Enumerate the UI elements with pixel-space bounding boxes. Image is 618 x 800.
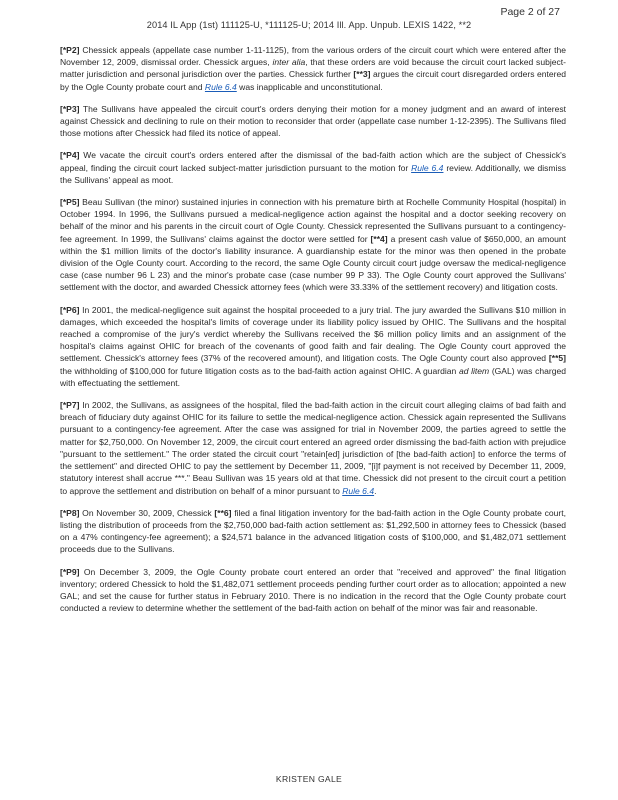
paragraph-p2: [60, 44, 566, 93]
paragraph-p4: [60, 149, 566, 186]
paragraph-text: argues the circuit court disregarded orders entered by the Ogle County probate court and: [60, 69, 566, 92]
paragraph-marker: [*P6]: [60, 304, 80, 315]
paragraph-p7: [60, 399, 566, 497]
footer-name: KRISTEN GALE: [275, 774, 343, 784]
page-marker: [**4]: [370, 233, 388, 244]
paragraph-text: , that these orders are void because the circuit court lacked subject-matter jurisdiction and personal jurisdiction over the parties. Chessick further: [60, 57, 566, 80]
rule-link[interactable]: Rule 6.4: [342, 485, 375, 496]
paragraph-text: We vacate the circuit court's orders entered after the dismissal of the bad-faith action which are the subject of Chessick's appeal, finding the circuit court lacked subject-matter jurisdiction pursuant to the motion for: [60, 150, 566, 173]
paragraph-text: On December 3, 2009, the Ogle County probate court entered an order that "received and approved" the final litigation inventory; ordered Chessick to hold the $1,482,071 settlement proceeds pending further court order as to allocation; appointed a new GAL; and set the cause for further status in February 2010. There is no indication in the record that the Ogle County probate court conducted a review to determine whether the settlement of the bad-faith action on behalf of the minor was fair and reasonable.: [60, 566, 566, 614]
paragraph-text: (GAL) was charged with effectuating the settlement.: [60, 365, 566, 388]
italic-term: inter alia: [272, 57, 306, 68]
rule-link[interactable]: Rule 6.4: [204, 81, 237, 92]
paragraph-text: Beau Sullivan (the minor) sustained injuries in connection with his premature birth at Rochelle Community Hospital (hospital) in October 1994. In 1996, the Sullivans pursued a medical-negligence action against the hospital and a doctor seeking recovery on behalf of the minor and his parents in the circuit court of Ogle County. Chessick represented the Sullivans pursuant to a contingency-fee agreement. In 1999, the Sullivans' claims against the doctor were settled for: [60, 197, 566, 244]
paragraph-text: On November 30, 2009, Chessick: [79, 507, 215, 518]
document-body: [60, 44, 566, 624]
page-marker: [**5]: [548, 353, 566, 364]
paragraph-text: The Sullivans have appealed the circuit court's orders denying their motion for a money judgment and an award of interest against Chessick and declining to rule on their motion to reconsider that order (appellate case number 1-12-2395). The Sullivans filed those motions after Chessick had filed its notice of appeal.: [60, 103, 566, 139]
paragraph-text: was inapplicable and unconstitutional.: [236, 81, 383, 92]
italic-term: ad litem: [458, 365, 490, 376]
paragraph-text: filed a final litigation inventory for the bad-faith action in the Ogle County probate court, listing the distribution of proceeds from the $2,750,000 bad-faith action settlement as: $1,292,500 in attorney fees to Chessick (based on a 47% contingency-fee agreement); a $24,571 balance in the advanced litigation costs of $100,000, and $1,482,071 settlement proceeds due to the Sullivans.: [60, 507, 566, 555]
paragraph-marker: [*P7]: [60, 400, 80, 411]
paragraph-text: a present cash value of $650,000, an amount within the $1 million limits of the doctor's liability insurance. A guardianship estate for the minor was then opened in the probate division of the Ogle County court. According to the record, the same Ogle County circuit court judge oversaw the medical-negligence case (case number 96 L 23) and the minor's probate case (case number 99 P 33). The Ogle County court approved the Sullivans' settlement with the doctor, and awarded Chessick attorney fees (which were 33.33% of the settlement recovery) and litigation costs.: [60, 233, 566, 293]
paragraph-marker: [*P2]: [60, 45, 80, 55]
paragraph-text: Chessick appeals (appellate case number 1-11-1125), from the various orders of the circuit court which were entered after the November 12, 2009, dismissal order. Chessick argues,: [60, 45, 566, 68]
rule-link[interactable]: Rule 6.4: [411, 162, 444, 173]
page-marker: [**3]: [353, 69, 371, 80]
paragraph-text: review. Additionally, we dismiss the Sullivans' appeal as moot.: [60, 162, 566, 185]
paragraph-p5: [60, 196, 566, 294]
paragraph-p8: [60, 507, 566, 556]
paragraph-marker: [*P3]: [60, 103, 80, 114]
paragraph-marker: [*P5]: [60, 197, 80, 208]
paragraph-text: In 2001, the medical-negligence suit against the hospital proceeded to a jury trial. The jury awarded the Sullivans $10 million in damages, which exceeded the hospital's limits of coverage under its liability policy issued by OHIC. The Sullivans and the hospital reached a compromise of the jury's verdict whereby the Sullivans received the $6 million policy limits and an assignment of the hospital's claims against OHIC for breach of the covenants of good faith and fair dealing. The Ogle County court approved the settlement. Chessick's attorney fees (37% of the recovered amount), and litigation costs. The Ogle County court also approved: [60, 304, 566, 364]
page-marker: [**6]: [214, 507, 232, 518]
page-number: Page 2 of 27: [500, 6, 560, 18]
paragraph-marker: [*P4]: [60, 150, 80, 161]
paragraph-text: In 2002, the Sullivans, as assignees of the hospital, filed the bad-faith action in the circuit court alleging claims of bad faith and breach of fiduciary duty against OHIC for its failure to settle the medical-negligence action. Chessick again represented the Sullivans pursuant to a contingency-fee agreement. After the case was assigned for trial in November 2009, the parties agreed to settle the matter for $2,750,000. On November 12, 2009, the circuit court entered an agreed order dismissing the bad-faith action with prejudice "pursuant to the settlement." The order stated the circuit court "retain[ed] jurisdiction of [the bad-faith action] to enforce the terms of the settlement" and directed OHIC to pay the settlement by December 11, 2009, "[i]f payment is not received by December 11, 2009, statutory interest shall accrue ***." Beau Sullivan was 15 years old at that time. Chessick did not present to the circuit court a petition to approve the settlement and distribution on behalf of a minor pursuant to: [60, 400, 566, 496]
paragraph-p3: [60, 103, 566, 140]
paragraph-p6: [60, 304, 566, 389]
paragraph-marker: [*P9]: [60, 566, 80, 577]
paragraph-p9: [60, 566, 566, 615]
paragraph-marker: [*P8]: [60, 507, 80, 518]
paragraph-text: the withholding of $100,000 for future litigation costs as to the bad-faith action against OHIC. A guardian: [60, 365, 459, 376]
paragraph-text: .: [374, 485, 377, 496]
case-citation: 2014 IL App (1st) 111125-U, *111125-U; 2014 Ill. App. Unpub. LEXIS 1422, **2: [146, 20, 472, 30]
